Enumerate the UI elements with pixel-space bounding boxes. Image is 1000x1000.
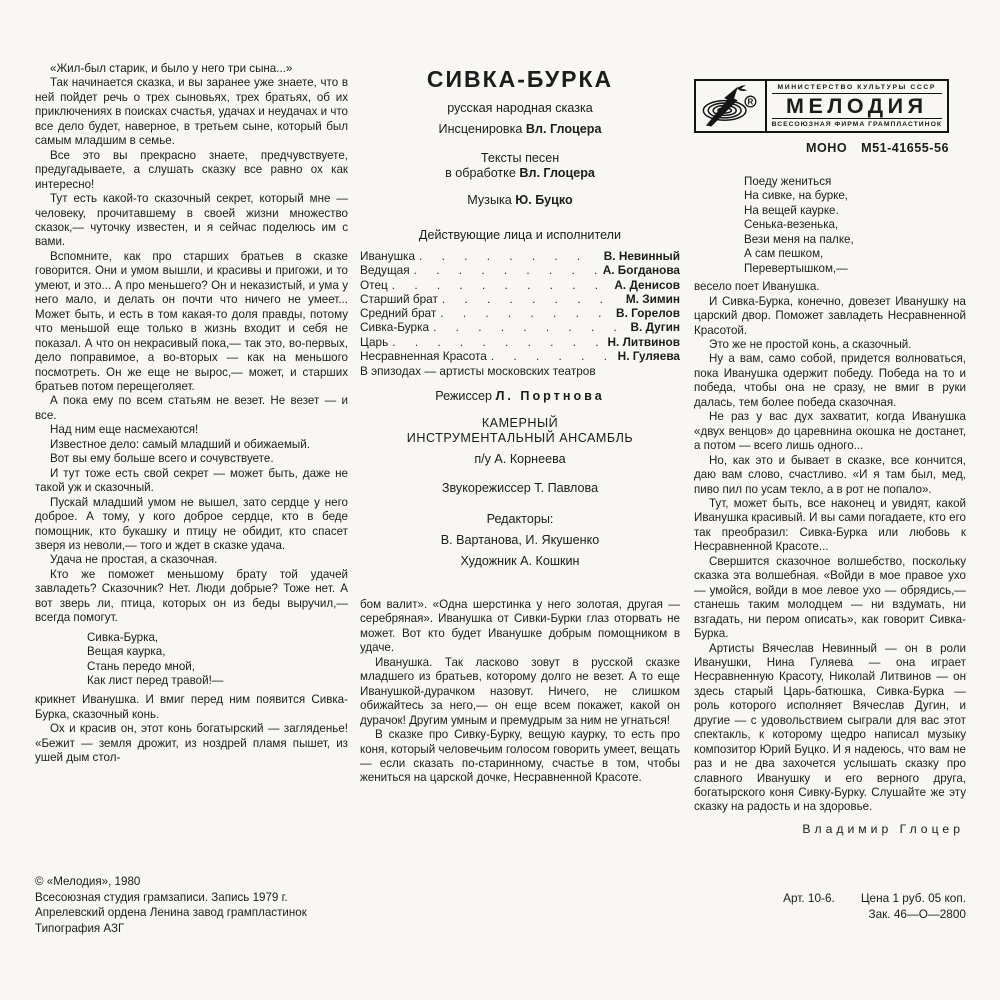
paragraph: Тут, может быть, все наконец и увидят, какой Иванушка красивый. И вы сами погадаете, кто его так преобразил: Сивка-Бурка или любовь к Несравненной Красоте...: [694, 496, 966, 554]
cast-row: [360, 292, 680, 306]
cast-row: [360, 335, 680, 349]
cast-role: Несравненная Красота: [360, 349, 487, 364]
paragraph: Артисты Вячеслав Невинный — он в роли Иванушки, Нина Гуляева — она играет Несравненную Красоту, Николай Литвинов — он здесь старый Царь-батюшка, Сивка-Бурка — роль которого исполняет Вячеслав Дугин, и другие — с удовольствием сыграли для вас этот спектакль, к которому щедро написал музыку композитор Юрий Буцко. И я надеюсь, что вам не раз и не два захочется услышать сказку про славного Иванушку и его верного друга, богатырского коня Сивку-Бурку. Слушайте же эту сказку на радость и на здоровье.: [694, 641, 966, 814]
melodiya-brand: МЕЛОДИЯ: [786, 93, 928, 118]
paragraph: И тут тоже есть свой секрет — может быть, даже не такой уж и сказочный.: [35, 466, 348, 495]
dot-leader: [433, 320, 626, 334]
paragraph: Тут есть какой-то сказочный секрет, который мне — человеку, прочитавшему в своей жизни множество сказок,— чуточку известен, и я сейчас поделюсь им с вами.: [35, 192, 348, 249]
paragraph: Но, как это и бывает в сказке, все кончится, даю вам слово, счастливо. «И я там был, мед, пиво пил по усам текло, а в рот не попало».: [694, 453, 966, 496]
cast-role: Сивка-Бурка: [360, 320, 430, 335]
verse-line: На сивке, на бурке,: [744, 189, 849, 203]
director-name: Л. Портнова: [495, 388, 605, 403]
mono-label: МОНО: [806, 141, 848, 155]
sound-engineer-credit: Звукорежиссер Т. Павлова: [441, 480, 599, 495]
music-label: Музыка: [467, 193, 516, 207]
cast-row: [360, 278, 680, 292]
cast-performer: В. Горелов: [616, 306, 680, 321]
director-credit: [360, 389, 680, 404]
article-number: Арт. 10-6.: [783, 891, 835, 905]
dot-leader: [440, 306, 612, 320]
cast-role: Царь: [360, 334, 389, 349]
lyrics-credit-line2: [360, 166, 680, 181]
paragraph: А пока ему по всем статьям не везет. Не везет — и все.: [35, 394, 348, 422]
price: Цена 1 руб. 05 коп.: [860, 891, 966, 905]
dot-leader: [392, 335, 603, 349]
paragraph: бом валит». «Одна шерстинка у него золотая, другая — серебряная». Иванушка от Сивки-Бурки глаз оторвать не может. Вот кто будет Иванушке добрым помощником в удаче.: [360, 598, 680, 655]
cast-heading: Действующие лица и исполнители: [418, 228, 622, 242]
dot-leader: [442, 292, 622, 306]
staging-credit: [360, 122, 680, 137]
cast-performer: Н. Литвинов: [607, 334, 680, 349]
price-block: [694, 891, 966, 922]
middle-column-header: [360, 66, 680, 569]
paragraph: В сказке про Сивку-Бурку, вещую каурку, то есть про коня, который человечьим голосом говорить умеет, вещать — если сказать по-старинному, счастье в том, чтобы жениться на царской дочке, Несравненной Красоте.: [360, 728, 680, 785]
cast-row: [360, 263, 680, 277]
imprint-line: Всесоюзная студия грамзаписи. Запись 1979 г.: [35, 890, 288, 904]
cast-performer: В. Дугин: [630, 320, 680, 335]
paragraph: Удача не простая, а сказочная.: [50, 553, 218, 567]
catalog-number: М51-41655-56: [861, 141, 949, 155]
music-name: Ю. Буцко: [515, 193, 573, 207]
left-paragraphs: [35, 62, 348, 626]
format-catalog-row: [694, 141, 949, 155]
cast-row: [360, 306, 680, 320]
paragraph: крикнет Иванушка. И вмиг перед ним появится Сивка-Бурка, сказочный конь.: [35, 693, 348, 721]
paragraph: Ну а вам, само собой, придется волноваться, пока Иванушка одержит победу. Победа на то и победа, чтобы она не сразу, не вмиг в руки далась, тем более победа сказочная.: [694, 352, 966, 409]
paragraph: И Сивка-Бурка, конечно, довезет Иванушку на царский двор. Поможет завладеть Несравненной Красотой.: [694, 294, 966, 337]
cast-role: Иванушка: [360, 249, 416, 263]
ministry-line: МИНИСТЕРСТВО КУЛЬТУРЫ СССР: [772, 81, 942, 94]
music-credit: [360, 193, 680, 208]
paragraph: Известное дело: самый младший и обижаемый.: [50, 437, 310, 451]
cast-performer: В. Невинный: [603, 249, 680, 263]
paragraph: Кто же поможет меньшому брату той удачей завладеть? Сказочник? Нет. Люди добрые? Тоже нет. А вот зверь ли, птица, которых он из беды выручил,— всегда помогут.: [35, 567, 348, 625]
editors-names: В. Вартанова, И. Якушенко: [440, 532, 600, 547]
verse-line: Перевертышком,—: [744, 261, 848, 275]
editors-label: Редакторы:: [486, 511, 554, 526]
verse-line: Сенька-везенька,: [744, 218, 839, 232]
lyrics-label: в обработке: [445, 166, 520, 180]
cast-performer: А. Денисов: [614, 277, 680, 292]
dot-leader: [414, 263, 599, 277]
dot-leader: [491, 349, 614, 363]
imprint-line: Апрелевский ордена Ленина завод грампластинок: [35, 906, 307, 920]
ensemble-line2: ИНСТРУМЕНТАЛЬНЫЙ АНСАМБЛЬ: [406, 430, 634, 445]
paragraph: Пускай младший умом не вышел, зато сердце у него доброе. А тому, у кого доброе сердце, кто в беде помощник, кто букашку и птицу не обидит, кто спасет зверя из неволи,— того и ждет в сказке удача.: [35, 495, 348, 552]
lyrics-credit-line1: Тексты песен: [480, 151, 560, 165]
imprint-line: Типография АЗГ: [35, 921, 125, 935]
staging-label: Инсценировка: [438, 122, 526, 136]
cast-role: Ведущая: [360, 263, 410, 278]
imprint-block: [35, 874, 455, 936]
ensemble-line1: КАМЕРНЫЙ: [481, 415, 559, 430]
paragraph: Так начинается сказка, и вы заранее уже знаете, что в ней пойдет речь о трех сыновьях, трех братьях, об их приключениях в поисках счастья, удачах и неудачах и что все дело будет, наверное, в третьем сыне, который был самым младшим в семье.: [35, 76, 349, 148]
paragraph: Все это вы прекрасно знаете, предчувствуете, предугадываете, а слушать сказку все равно ох как интересно!: [35, 148, 348, 191]
ivanushka-song-verse: [744, 175, 966, 276]
paragraph: Иванушка. Так ласково зовут в русской сказке младшего из братьев, которому долго не везет. А то еще Иванушкой-дурачком назовут. Ничего, не слишком обижайтесь за него,— он еще всем покажет, какой он дурачок! Другим умным и премудрым за ним не угнаться!: [360, 655, 680, 727]
author-signature: Владимир Глоцер: [802, 821, 964, 836]
cast-performer: Н. Гуляева: [617, 349, 680, 364]
paragraph: «Жил-был старик, и было у него три сына...»: [50, 62, 293, 75]
cast-performer: А. Богданова: [602, 263, 680, 278]
melodiya-emblem-icon: [696, 81, 767, 131]
left-column: [35, 62, 348, 766]
cast-list: [360, 249, 680, 363]
verse-line: Вещая каурка,: [87, 645, 166, 659]
cast-row: [360, 320, 680, 334]
paragraph: Вот вы ему больше всего и сочувствуете.: [50, 452, 274, 466]
price-line: [694, 891, 966, 907]
dot-leader: [392, 278, 611, 292]
paragraph: Это же не простой конь, а сказочный.: [709, 337, 912, 351]
firm-line: ВСЕСОЮЗНАЯ ФИРМА ГРАМПЛАСТИНОК: [772, 118, 942, 131]
verse-line: Как лист перед травой!—: [87, 674, 224, 688]
artist-credit: Художник А. Кошкин: [460, 553, 580, 568]
paragraph: Над ним еще насмехаются!: [50, 423, 199, 437]
cast-performer: М. Зимин: [625, 291, 680, 306]
cast-role: Старший брат: [360, 291, 438, 306]
right-column: [694, 79, 966, 836]
album-title: СИВКА-БУРКА: [426, 66, 614, 92]
lyrics-name: Вл. Глоцера: [519, 166, 595, 180]
verse-line: Вези меня на палке,: [744, 232, 854, 246]
order-number: Зак. 46—О—2800: [868, 906, 966, 921]
cast-row: [360, 349, 680, 363]
cast-note: В эпизодах — артисты московских театров: [360, 364, 596, 379]
sivka-burka-verse: [87, 631, 348, 689]
left-paragraphs-after-verse: [35, 693, 348, 765]
paragraph: Свершится сказочное волшебство, поскольку сказка эта волшебная. «Войди в мое правое ухо — умойся, войди в мое левое ухо — обрядись,— станешь таким молодцем — ни вздумать, ни взгадать, ни пером описать», как говорит Сивка-Бурка.: [694, 554, 966, 641]
right-paragraphs: [694, 280, 966, 815]
verse-line: Стань передо мной,: [87, 659, 195, 673]
imprint-line: © «Мелодия», 1980: [35, 875, 141, 888]
svg-text:R: R: [747, 97, 754, 107]
director-label: Режиссер: [435, 388, 496, 403]
paragraph: Ох и красив он, этот конь богатырский — загляденье! «Бежит — земля дрожит, из ноздрей пламя пышет, из ушей дым стол-: [35, 722, 348, 765]
verse-line: Поеду жениться: [744, 175, 832, 188]
paragraph: весело поет Иванушка.: [694, 280, 820, 294]
cast-row: [360, 249, 680, 263]
staging-name: Вл. Глоцера: [525, 122, 602, 136]
melodiya-logo-text: [767, 81, 947, 131]
cast-role: Отец: [360, 277, 388, 292]
cast-role: Средний брат: [360, 306, 437, 321]
verse-line: Сивка-Бурка,: [87, 630, 159, 644]
conductor-credit: п/у А. Корнеева: [474, 451, 566, 466]
middle-column-text: [360, 598, 680, 786]
verse-line: А сам пешком,: [744, 247, 824, 261]
subtitle: русская народная сказка: [447, 101, 593, 115]
paragraph: Вспомните, как про старших братьев в сказке говорится. Они и умом вышли, и красивы и пригожи, и то умеют, и это... А про меньшего? Он и неказистый, и ума у него мало, и делать он почти что ничего не умеет... Может быть, и есть в том какая-то доля правды, потому что меньшой еще только в жизнь входит и себя не показал. А что он некрасивый пока,— так это, во-первых, дело поправимое, а во-вторых — как на меньшого посмотреть. Он же еще не вырос,— может, и старших братьев потом перещеголяет.: [35, 249, 348, 393]
paragraph: Не раз у вас дух захватит, когда Иванушка «двух венцов» до царевнина окошка не достанет, а потом — всего лишь одного...: [694, 410, 966, 453]
dot-leader: [419, 249, 600, 263]
melodiya-logo: [694, 79, 949, 133]
verse-line: На вещей каурке.: [744, 203, 839, 217]
